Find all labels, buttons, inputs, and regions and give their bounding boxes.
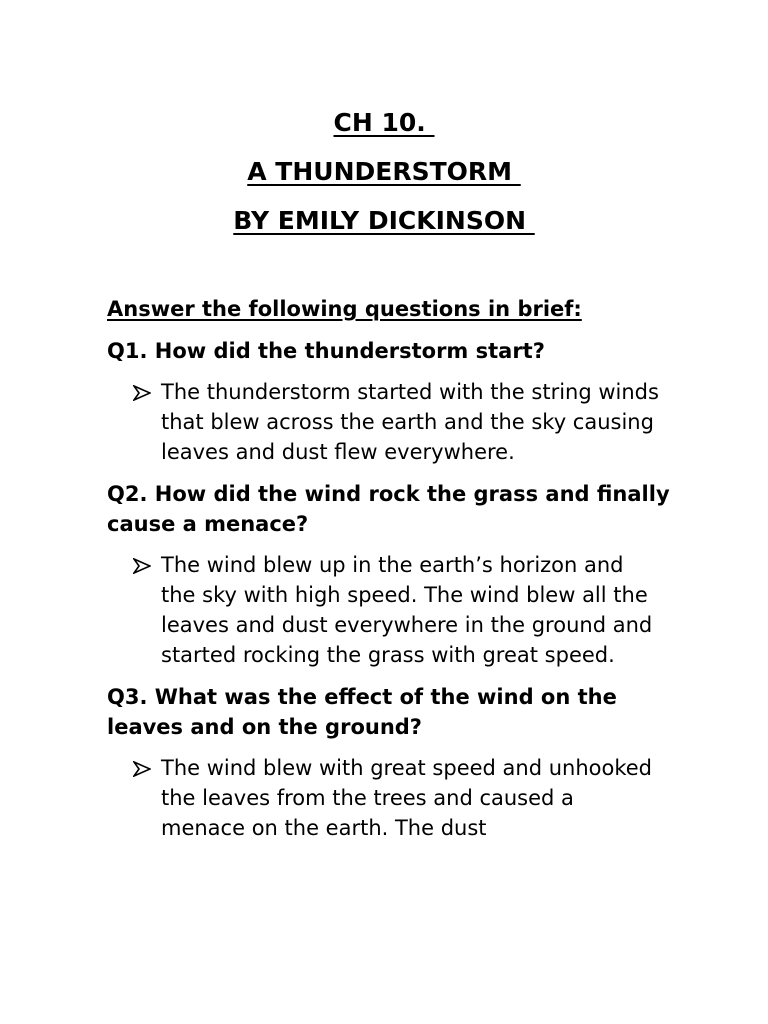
chapter-number: CH 10. [333,108,435,137]
arrowhead-bullet-icon [133,558,151,574]
document-title [0,98,768,245]
arrowhead-bullet-icon [133,385,151,401]
answer-3-text: The wind blew with great speed and unhooked the leaves from the trees and caused a menace on the earth. The dust [161,756,653,840]
qa-item-1 [107,336,687,467]
question-2: Q2. How did the wind rock the grass and finally cause a menace? [107,482,670,536]
question-1: Q1. How did the thunderstorm start? [107,339,545,363]
answer-2-text: The wind blew up in the earth’s horizon and the sky with high speed. The wind blew all the leaves and dust everywhere in the ground and started rocking the grass with great speed. [161,553,653,667]
instruction-heading: Answer the following questions in brief: [107,297,582,321]
answer-2 [107,550,661,670]
answer-1 [107,377,661,467]
qa-item-3 [107,682,687,843]
answer-1-text: The thunderstorm started with the string winds that blew across the earth and the sky causing leaves and dust flew everywhere. [161,380,659,464]
question-3: Q3. What was the effect of the wind on the leaves and on the ground? [107,685,617,739]
question-answer-section [107,294,687,855]
qa-item-2 [107,479,687,670]
poem-author: BY EMILY DICKINSON [233,206,535,235]
poem-title: A THUNDERSTORM [247,157,521,186]
answer-3 [107,753,661,843]
arrowhead-bullet-icon [133,761,151,777]
